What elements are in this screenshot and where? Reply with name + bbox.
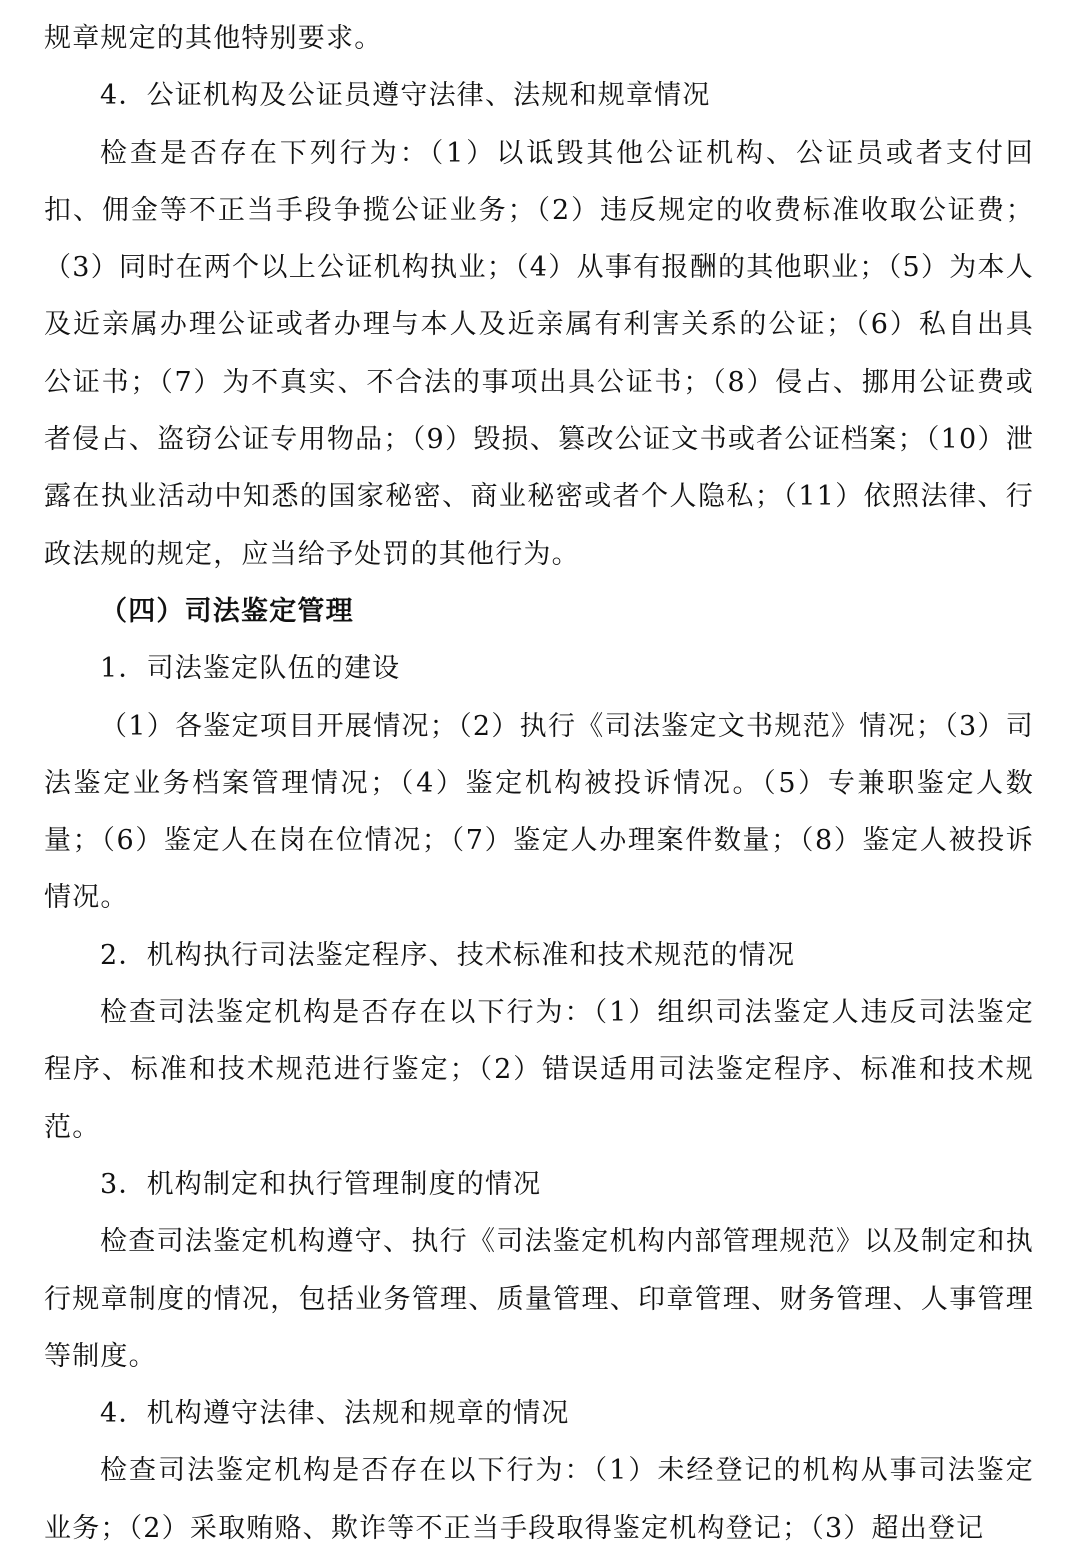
subheading-management-systems: 3．机构制定和执行管理制度的情况	[100, 1168, 542, 1200]
paragraph-team-building-items: （1）各鉴定项目开展情况；（2）执行《司法鉴定文书规范》情况；（3）司法鉴定业务档案管理情况；（4）鉴定机构被投诉情况。（5）专兼职鉴定人数量；（6）鉴定人在岗在位情况；（7）鉴定人办理案件数量；（8）鉴定人被投诉情况。	[44, 710, 1034, 914]
paragraph-management-systems: 检查司法鉴定机构遵守、执行《司法鉴定机构内部管理规范》以及制定和执行规章制度的情况，包括业务管理、质量管理、印章管理、财务管理、人事管理等制度。	[44, 1226, 1034, 1372]
section-heading-judicial-appraisal: （四）司法鉴定管理	[100, 595, 354, 627]
subheading-institution-compliance: 4．机构遵守法律、法规和规章的情况	[100, 1398, 570, 1430]
subheading-procedures-standards: 2．机构执行司法鉴定程序、技术标准和技术规范的情况	[100, 939, 796, 971]
subheading-notary-compliance: 4．公证机构及公证员遵守法律、法规和规章情况	[100, 80, 711, 112]
subheading-team-building: 1．司法鉴定队伍的建设	[100, 653, 401, 685]
paragraph-procedures-standards: 检查司法鉴定机构是否存在以下行为：（1）组织司法鉴定人违反司法鉴定程序、标准和技术规范进行鉴定；（2）错误适用司法鉴定程序、标准和技术规范。	[44, 997, 1034, 1143]
document-page	[44, 10, 1034, 1557]
paragraph-notary-violations: 检查是否存在下列行为：（1）以诋毁其他公证机构、公证员或者支付回扣、佣金等不正当手段争揽公证业务；（2）违反规定的收费标准收取公证费；（3）同时在两个以上公证机构执业；（4）从事有报酬的其他职业；（5）为本人及近亲属办理公证或者办理与本人及近亲属有利害关系的公证；（6）私自出具公证书；（7）为不真实、不合法的事项出具公证书；（8）侵占、挪用公证费或者侵占、盗窃公证专用物品；（9）毁损、篡改公证文书或者公证档案；（10）泄露在执业活动中知悉的国家秘密、商业秘密或者个人隐私；（11）依照法律、行政法规的规定，应当给予处罚的其他行为。	[44, 137, 1034, 570]
paragraph-institution-violations: 检查司法鉴定机构是否存在以下行为：（1）未经登记的机构从事司法鉴定业务；（2）采取贿赂、欺诈等不正当手段取得鉴定机构登记；（3）超出登记	[44, 1455, 1034, 1544]
paragraph-continuation: 规章规定的其他特别要求。	[44, 23, 383, 54]
